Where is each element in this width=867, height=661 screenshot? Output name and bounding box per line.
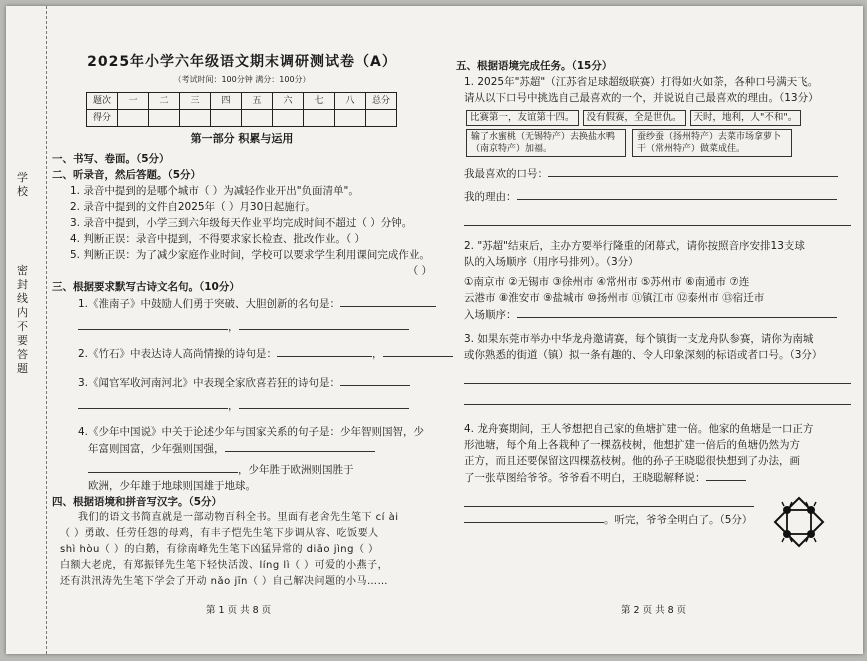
score-value-cell[interactable] <box>242 110 273 127</box>
score-header-cell: 二 <box>149 93 180 110</box>
score-value-cell[interactable] <box>180 110 211 127</box>
slogan-options-row2 <box>466 129 851 157</box>
listening-q3[interactable]: 3. 录音中提到，小学三到六年级每天作业平均完成时间不超过（ ）分钟。 <box>70 217 413 229</box>
poem-q2-blank-b[interactable] <box>383 345 453 357</box>
listening-q4 <box>52 231 432 247</box>
listening-q4-text: 4. 判断正误：录音中提到，不得要求家长检查、批改作业。 <box>70 233 346 245</box>
task-q4-text: 了一张草图给爷爷。爷爷看不明白，王晓聪解释说： <box>464 472 706 484</box>
favorite-slogan-blank[interactable] <box>548 165 838 177</box>
poem-q1-blank-a[interactable] <box>340 295 436 307</box>
task-q3-line2: 或你熟悉的街道（镇）拟一条有趣的、令人印象深刻的标语或者口号。（3分） <box>464 349 823 361</box>
reason-label: 我的理由： <box>464 191 517 203</box>
listening-q4-answer[interactable]: （ ） <box>345 233 365 245</box>
task-q2-line1: 2. "苏超"结束后，主办方要举行隆重的闭幕式，请你按照音序安排13支球 <box>464 240 805 252</box>
pinyin-line-2[interactable]: （ ）勇敢、任劳任怨的母鸡，有丰子恺先生笔下步调从容、吃饭要人 <box>60 528 379 539</box>
team-list-1: ①南京市 ②无锡市 ③徐州市 ④常州市 ⑤苏州市 ⑥南通市 ⑦连 <box>464 276 750 288</box>
score-table <box>86 92 397 127</box>
entry-order-row <box>456 306 851 323</box>
task-q4-end-text: 。听完，爷爷全明白了。（5分） <box>604 514 753 526</box>
poem-q4-text-b: 年富则国富，少年强则国强， <box>88 443 225 455</box>
slogan-answer-blank-2[interactable] <box>464 390 851 405</box>
exam-sheet <box>6 6 863 654</box>
reason-row <box>456 188 851 205</box>
score-header-cell: 七 <box>304 93 335 110</box>
exam-subtitle: （考试时间：100分钟 满分：100分） <box>173 75 311 84</box>
binding-school-label: 学校 <box>17 171 29 198</box>
poem-q4-line3 <box>52 461 432 478</box>
score-value-cell[interactable] <box>273 110 304 127</box>
favorite-slogan-label: 我最喜欢的口号： <box>464 168 548 180</box>
poem-q1-blank-c[interactable] <box>239 318 409 330</box>
pinyin-line-1: 我们的语文书简直就是一部动物百科全书。里面有老舍先生笔下 cí ài <box>78 512 399 523</box>
team-list-2: 云港市 ⑧淮安市 ⑨盐城市 ⑩扬州市 ⑪镇江市 ⑫泰州市 ⑬宿迁市 <box>464 292 765 304</box>
score-value-cell[interactable]: 得分 <box>87 110 118 127</box>
exam-title: 2025年小学六年级语文期末调研测试卷（A） <box>87 54 397 70</box>
part-heading: 第一部分 积累与运用 <box>190 132 294 145</box>
poem-q2: 2.《竹石》中表达诗人高尚情操的诗句是： ， <box>52 345 432 362</box>
poem-q3-blank-a[interactable] <box>340 374 410 386</box>
score-header-cell: 四 <box>211 93 242 110</box>
score-header-cell: 六 <box>273 93 304 110</box>
explain-blank-3[interactable] <box>464 511 604 523</box>
poem-q1-line2: ， <box>52 318 432 335</box>
binding-margin <box>6 6 47 654</box>
task-q3-line1: 3. 如果东莞市举办中华龙舟邀请赛，每个镇街一支龙舟队参赛，请你为南城 <box>464 333 814 345</box>
poem-q1-blank-b[interactable] <box>78 318 228 330</box>
slogan-option-2[interactable]: 没有假赛，全是世仇。 <box>583 110 686 126</box>
poem-q4: 4.《少年中国说》中关于论述少年与国家关系的句子是：少年智则国智，少 <box>78 426 425 438</box>
entry-order-blank[interactable] <box>517 306 837 318</box>
page-2-footer: 第 2 页 共 8 页 <box>621 605 687 616</box>
poem-q3-line2: ， <box>52 397 432 414</box>
pond-sketch-diagram <box>769 490 829 560</box>
task-q2-line2: 队的入场顺序（用序号排列）。（3分） <box>464 256 639 268</box>
page-2 <box>456 58 851 528</box>
score-value-cell[interactable] <box>304 110 335 127</box>
explain-blank-1[interactable] <box>706 469 746 481</box>
score-header-cell: 五 <box>242 93 273 110</box>
score-header-cell: 总分 <box>366 93 397 110</box>
score-header-cell: 八 <box>335 93 366 110</box>
poem-q2-blank-a[interactable] <box>277 345 372 357</box>
pinyin-line-4[interactable]: 白额大老虎，有郑振铎先生笔下轻快活泼、líng lì（ ）可爱的小燕子， <box>60 560 389 571</box>
explain-blank-2[interactable] <box>464 492 754 507</box>
poem-q4-blank-b[interactable] <box>88 461 238 473</box>
listening-q1[interactable]: 1. 录音中提到的是哪个城市（ ）为减轻作业开出"负面清单"。 <box>70 185 359 197</box>
slogan-option-4[interactable]: 输了水蜜桃（无锡特产）去换盐水鸭（南京特产）加福。 <box>466 129 626 157</box>
poem-q2-text: 2.《竹石》中表达诗人高尚情操的诗句是： <box>78 348 278 360</box>
score-value-cell[interactable] <box>335 110 366 127</box>
section-4: 四、根据语境和拼音写汉字。（5分） <box>52 496 223 508</box>
reason-blank-1[interactable] <box>517 188 837 200</box>
section-2: 二、听录音，然后答题。（5分） <box>52 169 202 181</box>
task-q1-line1: 1. 2025年"苏超"（江苏省足球超级联赛）打得如火如荼，各种口号满天飞。 <box>464 76 819 88</box>
score-value-cell[interactable] <box>149 110 180 127</box>
listening-q5-answer[interactable]: （ ） <box>407 265 432 277</box>
task-q1-line2: 请从以下口号中挑选自己最喜欢的一个，并说说自己最喜欢的理由。（13分） <box>464 92 819 104</box>
poem-q4-text-c: ，少年胜于欧洲则国胜于 <box>238 464 354 476</box>
page-1 <box>52 54 432 590</box>
pinyin-line-3[interactable]: shì hòu（ ）的白鹅，有徐南峰先生笔下凶猛异常的 diāo jìng（ ） <box>60 544 379 555</box>
score-header-cell: 三 <box>180 93 211 110</box>
score-value-cell[interactable] <box>366 110 397 127</box>
poem-q3 <box>52 374 432 391</box>
section-5: 五、根据语境完成任务。（15分） <box>456 60 613 72</box>
reason-blank-2[interactable] <box>464 211 851 226</box>
slogan-option-5[interactable]: 蚕纱蚕（扬州特产）去菜市场拿萝卜干（常州特产）做菜成佳。 <box>632 129 792 157</box>
pinyin-line-5[interactable]: 还有洪汛涛先生笔下学会了开动 nǎo jīn（ ）自己解决问题的小马…… <box>60 576 389 587</box>
slogan-option-3[interactable]: 天时，地利，人"不和"。 <box>690 110 802 126</box>
poem-q3-text: 3.《闻官军收河南河北》中表现全家欣喜若狂的诗句是： <box>78 377 341 389</box>
favorite-slogan-row <box>456 165 851 182</box>
poem-q1-text: 1.《淮南子》中鼓励人们勇于突破、大胆创新的名句是： <box>78 298 341 310</box>
slogan-answer-blank-1[interactable] <box>464 369 851 384</box>
slogan-option-1[interactable]: 比赛第一，友谊第十四。 <box>466 110 579 126</box>
poem-q4-line2 <box>52 440 432 457</box>
score-value-cell[interactable] <box>118 110 149 127</box>
listening-q5: 5. 判断正误：为了减少家庭作业时间，学校可以要求学生利用课间完成作业。 <box>70 249 430 261</box>
listening-q2[interactable]: 2. 录音中提到的文件自2025年（ ）月30日起施行。 <box>70 201 316 213</box>
slogan-options-row1 <box>466 109 851 126</box>
page-1-footer: 第 1 页 共 8 页 <box>206 605 272 616</box>
task-q4-line4 <box>456 469 851 486</box>
binding-seal-notice: 密封线内不要答题 <box>17 264 29 375</box>
score-header-cell: 题次 <box>87 93 118 110</box>
task-q4-line2: 形池塘，每个角上各栽种了一棵荔枝树，他想扩建一倍后的鱼塘仍然为方 <box>464 439 800 451</box>
section-1: 一、书写、卷面。（5分） <box>52 153 170 165</box>
score-header-cell: 一 <box>118 93 149 110</box>
poem-q4-blank-a[interactable] <box>225 440 375 452</box>
poem-q4-line4: 欧洲，少年雄于地球则国雄于地球。 <box>88 480 256 492</box>
poem-q3-blank-c[interactable] <box>239 397 409 409</box>
task-q4-line1: 4. 龙舟赛期间，王人爷想把自己家的鱼塘扩建一倍。他家的鱼塘是一口正方 <box>464 423 814 435</box>
entry-order-label: 入场顺序： <box>464 309 517 321</box>
poem-q3-blank-b[interactable] <box>78 397 228 409</box>
score-value-cell[interactable] <box>211 110 242 127</box>
section-3: 三、根据要求默写古诗文名句。（10分） <box>52 281 240 293</box>
poem-q1 <box>52 295 432 312</box>
task-q4-line3: 正方，而且还要保留这四棵荔枝树。他的孙子王晓聪很快想到了办法，画 <box>464 455 800 467</box>
